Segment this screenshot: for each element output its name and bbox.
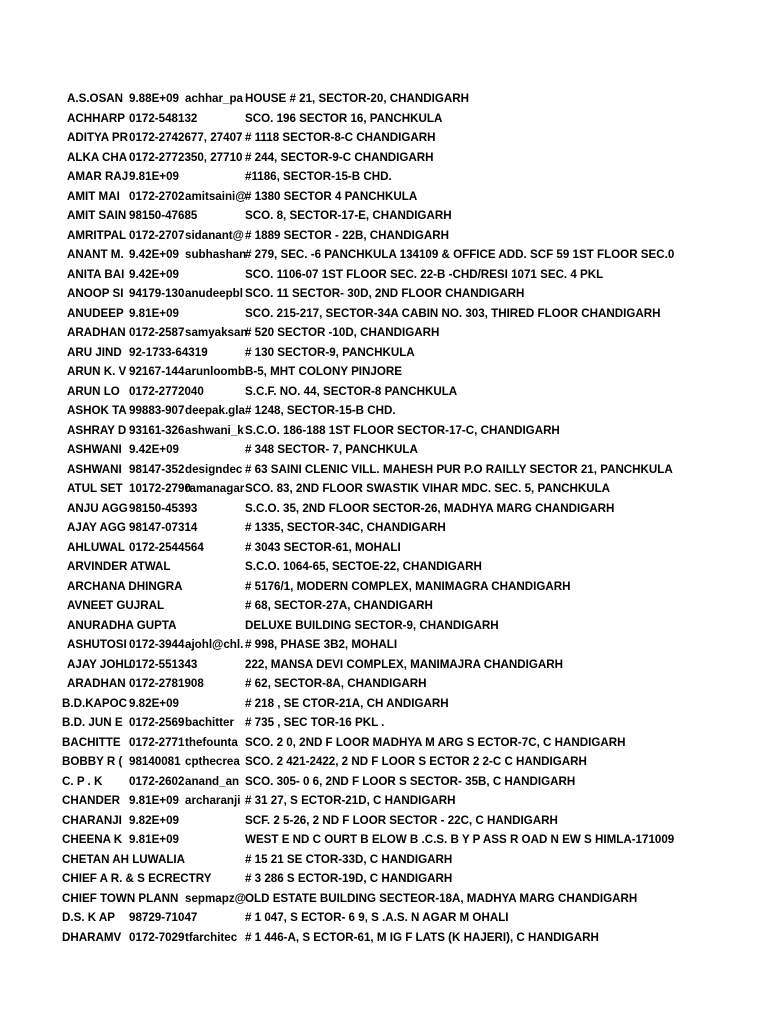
name-cell: ARADHAN [67,677,126,690]
email-cell: samyaksan [185,326,248,339]
table-row [0,694,768,714]
name-cell: ANJU AGG [67,501,128,515]
phone-cell: 9.42E+09 [129,248,179,261]
table-row [0,226,768,246]
name-cell: CHARANJI [62,813,122,827]
name-cell: ARUN K. V [67,365,127,378]
name-cell: ALKA CHA [67,150,128,164]
email-cell: subhashan [185,248,247,261]
name-cell: AJAY AGG [67,521,126,534]
name-cell: CHANDER [62,794,120,807]
address-cell: # 218 , SE CTOR-21A, CH ANDIGARH [245,696,449,710]
table-row [0,889,768,909]
phone-cell: 98147-07314 [129,521,198,534]
name-cell: ANURADHA GUPTA [67,618,177,632]
table-row [0,811,768,831]
name-cell: ANANT M. [67,248,124,261]
name-cell: BACHITTE [62,735,121,749]
email-cell: sepmapz@ [185,891,246,905]
name-cell: AHLUWAL [67,540,125,554]
phone-cell: 98140081 [129,755,181,768]
address-cell: SCO. 8, SECTOR-17-E, CHANDIGARH [245,209,452,222]
address-cell: #1186, SECTOR-15-B CHD. [245,170,392,183]
name-cell: AJAY JOHL [67,657,131,671]
phone-cell: 98150-45393 [129,501,198,515]
phone-cell: 9.81E+09 [129,833,179,846]
table-row [0,323,768,343]
phone-cell: 0172-2702 [129,189,185,203]
table-row [0,304,768,324]
phone-cell: 9.81E+09 [129,794,179,807]
address-cell: SCO. 305- 0 6, 2ND F LOOR S SECTOR- 35B, C HANDIGARH [245,774,576,788]
name-cell: AMIT MAI [67,189,120,203]
address-cell: # 1380 SECTOR 4 PANCHKULA [245,189,418,203]
address-cell: # 3 286 S ECTOR-19D, C HANDIGARH [245,872,453,885]
email-cell: amitsaini@ [185,189,247,203]
phone-cell: 0172-2771 [129,735,185,749]
table-row [0,245,768,265]
table-row [0,362,768,382]
table-row [0,791,768,811]
table-row [0,206,768,226]
table-row [0,460,768,480]
phone-cell: 0172-2569 [129,716,185,729]
table-row [0,187,768,207]
phone-cell: 0172-2781908 [129,677,204,690]
address-cell: OLD ESTATE BUILDING SECTEOR-18A, MADHYA MARG CHANDIGARH [245,891,638,905]
name-cell: CHEENA K [62,833,123,846]
address-cell: # 62, SECTOR-8A, CHANDIGARH [245,677,427,690]
address-cell: # 520 SECTOR -10D, CHANDIGARH [245,326,440,339]
address-cell: SCF. 2 5-26, 2 ND F LOOR SECTOR - 22C, C HANDIGARH [245,813,558,827]
name-cell: AMIT SAIN [67,209,127,222]
phone-cell: 98150-47685 [129,209,198,222]
table-row [0,616,768,636]
table-row [0,752,768,772]
phone-cell: 9.42E+09 [129,443,179,456]
table-row [0,596,768,616]
table-row [0,577,768,597]
name-cell: ACHHARP [67,111,125,125]
name-cell: ASHWANI [67,462,122,476]
name-cell: BOBBY R ( [62,755,123,768]
address-cell: SCO. 83, 2ND FLOOR SWASTIK VIHAR MDC. SEC. 5, PANCHKULA [245,482,611,495]
phone-cell: 98729-71047 [129,911,198,924]
phone-cell: 92-1733-64319 [129,345,208,359]
name-cell: DHARAMV [62,930,122,944]
address-cell: # 1118 SECTOR-8-C CHANDIGARH [245,131,436,144]
table-row [0,733,768,753]
address-cell: SCO. 2 0, 2ND F LOOR MADHYA M ARG S ECTOR-7C, C HANDIGARH [245,735,626,749]
table-row [0,655,768,675]
address-cell: # 63 SAINI CLENIC VILL. MAHESH PUR P.O RAILLY SECTOR 21, PANCHKULA [245,462,673,476]
email-cell: achhar_pa [185,92,243,105]
email-cell: ajohl@chl. [185,638,244,651]
table-row [0,343,768,363]
table-row [0,518,768,538]
name-cell: A.S.OSAN [67,92,124,105]
table-row [0,908,768,928]
name-cell: ANOOP SI [67,287,124,300]
address-cell: # 130 SECTOR-9, PANCHKULA [245,345,415,359]
table-row [0,557,768,577]
table-row [0,674,768,694]
phone-cell: 0172-2544564 [129,540,204,554]
address-cell: # 244, SECTOR-9-C CHANDIGARH [245,150,434,164]
table-row [0,148,768,168]
table-row [0,440,768,460]
phone-cell: 9.82E+09 [129,696,179,710]
name-cell: ARADHAN [67,326,126,339]
contact-sheet [0,89,768,947]
phone-cell: 93161-326 [129,423,185,437]
address-cell: # 735 , SEC TOR-16 PKL . [245,716,385,729]
email-cell: arunloomb [185,365,245,378]
address-cell: HOUSE # 21, SECTOR-20, CHANDIGARH [245,92,469,105]
phone-cell: 94179-130 [129,287,185,300]
name-cell: B.D.KAPOC [62,696,128,710]
address-cell: # 279, SEC. -6 PANCHKULA 134109 & OFFICE ADD. SCF 59 1ST FLOOR SEC.0 [245,248,675,261]
address-cell: S.C.O. 35, 2ND FLOOR SECTOR-26, MADHYA MARG CHANDIGARH [245,501,615,515]
name-cell: B.D. JUN E [62,716,123,729]
phone-cell: 0172-2772040 [129,384,204,398]
address-cell: # 348 SECTOR- 7, PANCHKULA [245,443,418,456]
address-cell: SCO. 215-217, SECTOR-34A CABIN NO. 303, THIRED FLOOR CHANDIGARH [245,306,661,320]
email-cell: cpthecrea [185,755,240,768]
address-cell: # 31 27, S ECTOR-21D, C HANDIGARH [245,794,456,807]
table-row [0,89,768,109]
table-row [0,772,768,792]
name-cell: ASHUTOSI [67,638,127,651]
table-row [0,265,768,285]
phone-cell: 0172-2772350, 27710 [129,150,243,164]
phone-cell: 0172-2587 [129,326,185,339]
name-cell: CHIEF A R. & S ECRECTRY [62,872,212,885]
table-row [0,128,768,148]
table-row [0,284,768,304]
phone-cell: 0172-3944 [129,638,185,651]
table-row [0,830,768,850]
name-cell: ARVINDER ATWAL [67,560,171,573]
phone-cell: 0172-2707 [129,228,185,242]
address-cell: # 3043 SECTOR-61, MOHALI [245,540,401,554]
email-cell: deepak.gla [185,404,245,417]
phone-cell: 98147-352 [129,462,185,476]
address-cell: S.C.O. 186-188 1ST FLOOR SECTOR-17-C, CHANDIGARH [245,423,560,437]
email-cell: designdec [185,462,243,476]
address-cell: WEST E ND C OURT B ELOW B .C.S. B Y P ASS R OAD N EW S HIMLA-171009 [245,833,675,846]
address-cell: SCO. 2 421-2422, 2 ND F LOOR S ECTOR 2 2-C C HANDIGARH [245,755,587,768]
table-row [0,109,768,129]
table-row [0,421,768,441]
address-cell: S.C.O. 1064-65, SECTOE-22, CHANDIGARH [245,560,482,573]
phone-cell: 0172-548132 [129,111,198,125]
email-cell: anudeepbl [185,287,243,300]
phone-cell: 9.42E+09 [129,267,179,281]
name-cell: ANUDEEP [67,306,124,320]
name-cell: ASHWANI [67,443,122,456]
name-cell: C. P . K [62,774,103,788]
address-cell: # 68, SECTOR-27A, CHANDIGARH [245,599,433,612]
name-cell: ADITYA PR [67,131,128,144]
address-cell: 222, MANSA DEVI COMPLEX, MANIMAJRA CHANDIGARH [245,657,563,671]
table-row [0,850,768,870]
name-cell: ARU JIND [67,345,122,359]
table-row [0,401,768,421]
email-cell: ramanagar [185,482,245,495]
address-cell: B-5, MHT COLONY PINJORE [245,365,402,378]
phone-cell: 0172-7029 [129,930,185,944]
address-cell: DELUXE BUILDING SECTOR-9, CHANDIGARH [245,618,499,632]
table-row [0,928,768,948]
email-cell: ashwani_k [185,423,244,437]
table-row [0,479,768,499]
name-cell: CHETAN AH LUWALIA [62,852,186,866]
email-cell: thefounta [185,735,238,749]
address-cell: # 1889 SECTOR - 22B, CHANDIGARH [245,228,450,242]
phone-cell: 99883-907 [129,404,185,417]
name-cell: ATUL SET [67,482,123,495]
address-cell: S.C.F. NO. 44, SECTOR-8 PANCHKULA [245,384,458,398]
name-cell: D.S. K AP [62,911,116,924]
address-cell: # 998, PHASE 3B2, MOHALI [245,638,398,651]
phone-cell: 9.88E+09 [129,92,179,105]
address-cell: # 15 21 SE CTOR-33D, C HANDIGARH [245,852,453,866]
name-cell: ANITA BAI [67,267,125,281]
address-cell: # 1 047, S ECTOR- 6 9, S .A.S. N AGAR M OHALI [245,911,509,924]
phone-cell: 0172-2742677, 27407 [129,131,243,144]
phone-cell: 9.82E+09 [129,813,179,827]
address-cell: # 1248, SECTOR-15-B CHD. [245,404,396,417]
email-cell: bachitter [185,716,234,729]
email-cell: tfarchitec [185,930,238,944]
name-cell: AMRITPAL [67,228,127,242]
email-cell: archaranji [185,794,241,807]
address-cell: SCO. 11 SECTOR- 30D, 2ND FLOOR CHANDIGARH [245,287,525,300]
phone-cell: 92167-144 [129,365,185,378]
name-cell: AVNEET GUJRAL [67,599,165,612]
address-cell: SCO. 196 SECTOR 16, PANCHKULA [245,111,443,125]
table-row [0,538,768,558]
address-cell: # 5176/1, MODERN COMPLEX, MANIMAGRA CHANDIGARH [245,579,571,593]
email-cell: sidanant@ [185,228,244,242]
name-cell: ARCHANA DHINGRA [67,579,183,593]
phone-cell: 9.81E+09 [129,170,179,183]
name-cell: CHIEF TOWN PLANN [62,891,179,905]
address-cell: # 1 446-A, S ECTOR-61, M IG F LATS (K HAJERI), C HANDIGARH [245,930,599,944]
name-cell: ARUN LO [67,384,120,398]
phone-cell: 0172-551343 [129,657,198,671]
table-row [0,167,768,187]
phone-cell: 0172-2602 [129,774,185,788]
name-cell: AMAR RAJ [67,170,129,183]
table-row [0,382,768,402]
table-row [0,869,768,889]
name-cell: ASHOK TA [67,404,127,417]
table-row [0,635,768,655]
phone-cell: 9.81E+09 [129,306,179,320]
table-row [0,499,768,519]
phone-cell: 10172-2790 [129,482,191,495]
name-cell: ASHRAY D [67,423,127,437]
address-cell: SCO. 1106-07 1ST FLOOR SEC. 22-B -CHD/RESI 1071 SEC. 4 PKL [245,267,604,281]
email-cell: anand_an [185,774,240,788]
table-row [0,713,768,733]
address-cell: # 1335, SECTOR-34C, CHANDIGARH [245,521,446,534]
